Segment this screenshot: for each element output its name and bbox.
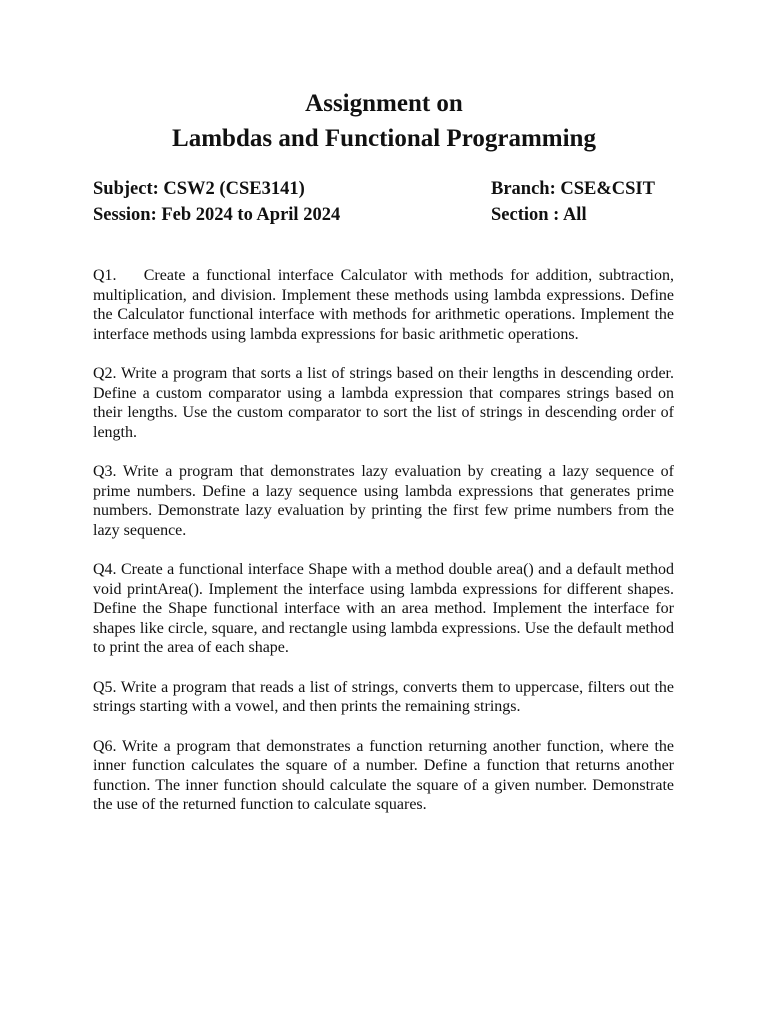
question-number: Q5. bbox=[93, 678, 117, 696]
question-6 bbox=[93, 737, 674, 815]
section-label: Section : All bbox=[491, 205, 587, 225]
question-text: Create a functional interface Shape with a method double area() and a default method void printArea(). Implement the interface using lambda expressions for different shapes. Define the Shape functional interface with an area method. Implement the interface for shapes like circle, square, and rectangle using lambda expressions. Use the default method to print the area of each shape. bbox=[93, 561, 675, 656]
question-2 bbox=[93, 364, 674, 442]
question-text: Write a program that demonstrates lazy evaluation by creating a lazy sequence of prime numbers. Define a lazy sequence using lambda expressions that generates prime numbers. Demonstrate lazy evaluation by printing the first few prime numbers from the lazy sequence. bbox=[93, 463, 674, 539]
question-list bbox=[93, 266, 674, 835]
question-1 bbox=[93, 266, 674, 344]
subject-label: Subject: CSW2 (CSE3141) bbox=[93, 179, 305, 199]
branch-label: Branch: CSE&CSIT bbox=[491, 179, 655, 199]
question-number: Q1. bbox=[93, 267, 117, 284]
question-number: Q2. bbox=[93, 365, 117, 382]
question-3 bbox=[93, 462, 674, 540]
question-number: Q4. bbox=[93, 561, 117, 578]
title-line-2: Lambdas and Functional Programming bbox=[172, 125, 596, 152]
question-number: Q3. bbox=[93, 463, 117, 480]
question-5 bbox=[93, 678, 674, 717]
question-text: Write a program that demonstrates a function returning another function, where the inner function calculates the square of a number. Define a function that returns another function. The inner function should calculate the square of a given number. Demonstrate the use of the returned function to calculate squares. bbox=[93, 737, 674, 813]
session-label: Session: Feb 2024 to April 2024 bbox=[93, 205, 341, 225]
question-text: Write a program that reads a list of strings, converts them to uppercase, filters out the strings starting with a vowel, and then prints the remaining strings. bbox=[93, 678, 674, 715]
question-text: Create a functional interface Calculator with methods for addition, subtraction, multiplication, and division. Implement these methods using lambda expressions. Define the Calculator functional interface with methods for arithmetic operations. Implement the interface methods using lambda expressions for basic arithmetic operations. bbox=[93, 267, 675, 343]
question-4 bbox=[93, 560, 674, 658]
question-number: Q6. bbox=[93, 737, 117, 755]
question-text: Write a program that sorts a list of strings based on their lengths in descending order. Define a custom comparator using a lambda expression that compares strings based on their lengths. Use the custom comparator to sort the list of strings in descending order of length. bbox=[93, 365, 675, 441]
title-line-1: Assignment on bbox=[305, 90, 463, 117]
